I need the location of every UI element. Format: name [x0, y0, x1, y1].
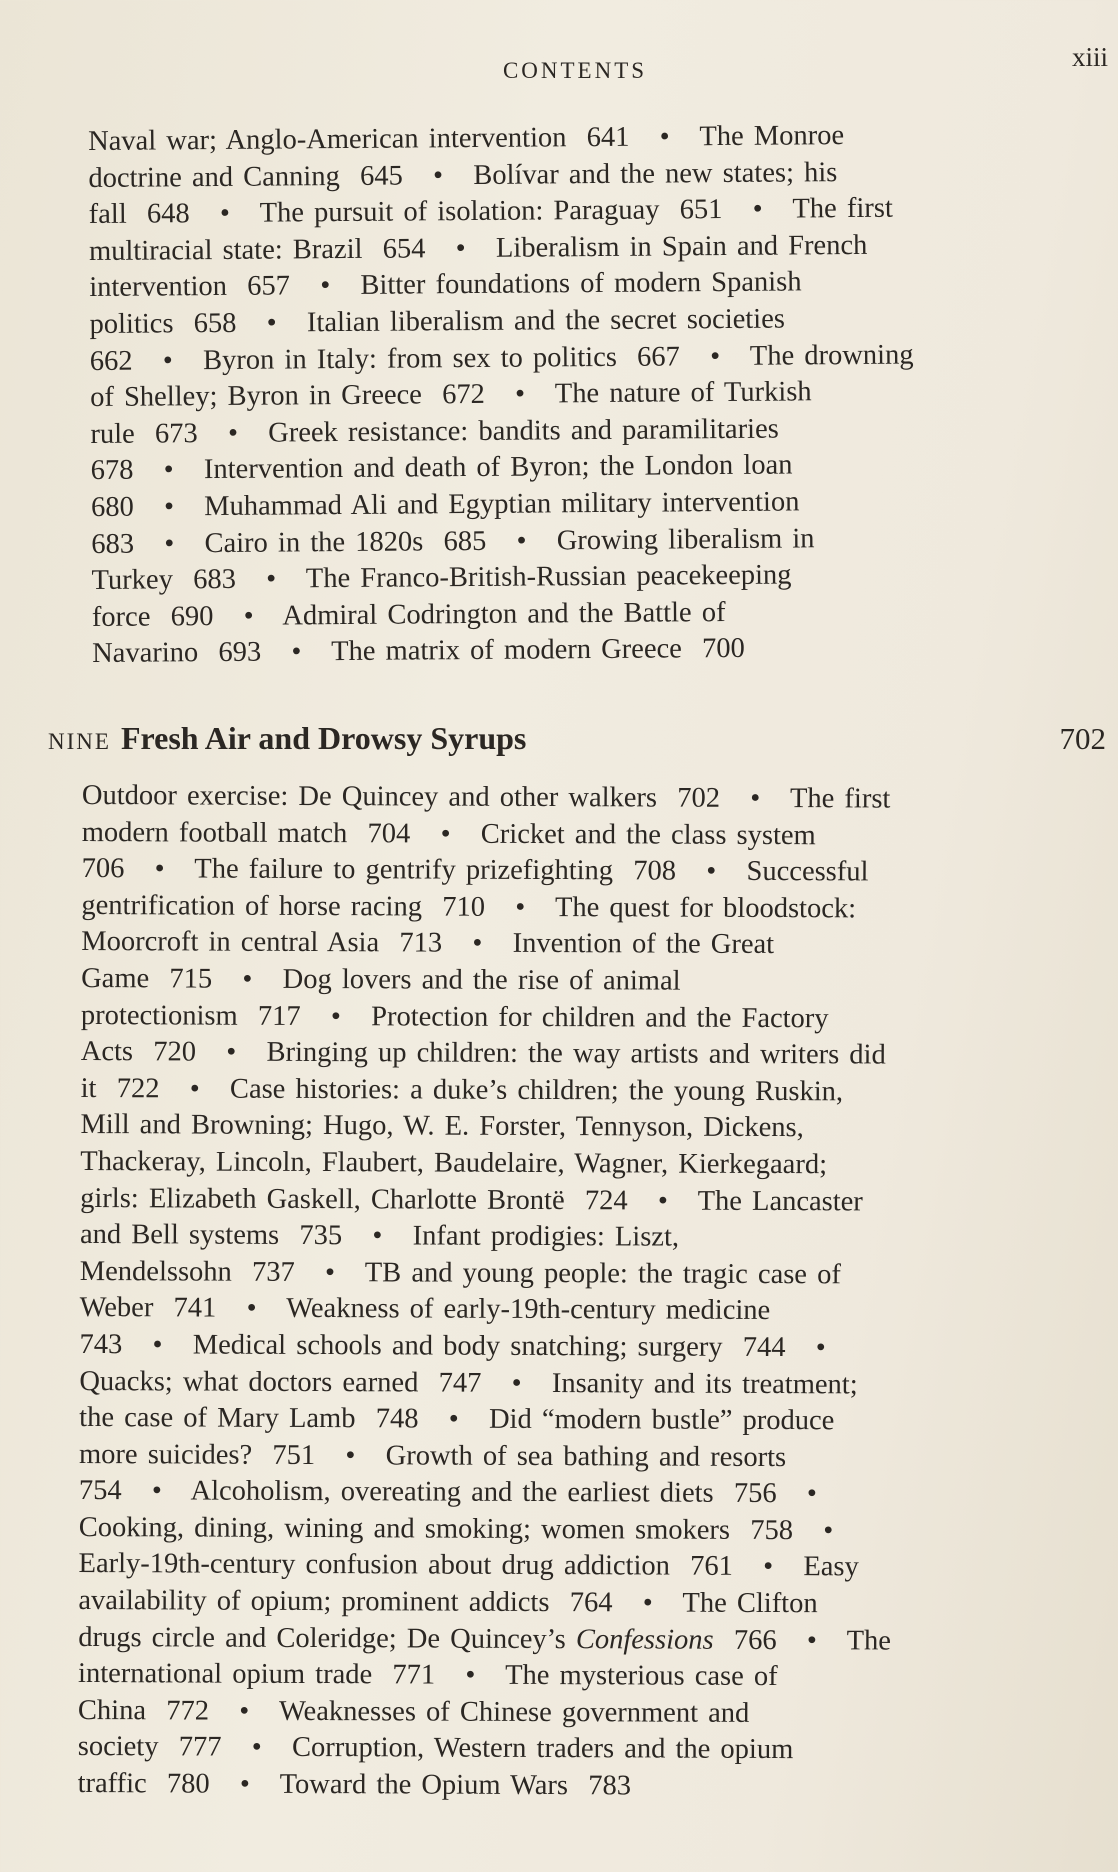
- contents-line: multiracial state: Brazil 654 • Liberalism in Spain and French: [88, 229, 868, 267]
- contents-line: intervention 657 • Bitter foundations of modern Spanish: [89, 266, 802, 304]
- contents-line: rule 673 • Greek resistance: bandits and paramilitaries: [90, 413, 779, 450]
- contents-line: Cooking, dining, wining and smoking; women smokers 758 •: [78, 1511, 834, 1547]
- chapter-title: Fresh Air and Drowsy Syrups: [120, 720, 527, 756]
- contents-line: 754 • Alcoholism, overeating and the earliest diets 756 •: [78, 1475, 817, 1510]
- contents-line: force 690 • Admiral Codrington and the Battle of: [91, 596, 726, 633]
- contents-line: 680 • Muhammad Ali and Egyptian military intervention: [90, 486, 800, 523]
- contents-line: and Bell systems 735 • Infant prodigies: Liszt,: [79, 1219, 680, 1253]
- contents-line: Outdoor exercise: De Quincey and other walkers 702 • The first: [81, 780, 891, 815]
- contents-line: 706 • The failure to gentrify prizefighting 708 • Successful: [81, 853, 869, 888]
- contents-line: doctrine and Canning 645 • Bolívar and the new states; his: [88, 156, 838, 194]
- contents-line: 662 • Byron in Italy: from sex to politics 667 • The drowning: [89, 339, 914, 377]
- previous-chapter-contents: [88, 118, 916, 673]
- contents-line: politics 658 • Italian liberalism and the secret societies: [89, 303, 786, 340]
- contents-line: fall 648 • The pursuit of isolation: Paraguay 651 • The first: [88, 192, 893, 231]
- contents-line: Early-19th-century confusion about drug addiction 761 • Easy: [78, 1548, 859, 1583]
- contents-line: protectionism 717 • Protection for children and the Factory: [80, 999, 829, 1034]
- contents-line: traffic 780 • Toward the Opium Wars 783: [77, 1768, 632, 1802]
- contents-line: Acts 720 • Bringing up children: the way artists and writers did: [80, 1036, 886, 1071]
- contents-line: Thackeray, Lincoln, Flaubert, Baudelaire, Wagner, Kierkegaard;: [80, 1145, 828, 1181]
- contents-line: gentrification of horse racing 710 • The quest for bloodstock:: [81, 889, 857, 925]
- running-head: CONTENTS: [502, 58, 648, 83]
- contents-line: Game 715 • Dog lovers and the rise of animal: [81, 962, 681, 997]
- chapter-heading: [48, 720, 1106, 757]
- contents-line: Weber 741 • Weakness of early-19th-century medicine: [79, 1292, 771, 1327]
- chapter-number: NINE: [48, 729, 111, 754]
- contents-line: availability of opium; prominent addicts 764 • The Clifton: [78, 1585, 818, 1620]
- contents-line: 678 • Intervention and death of Byron; the London loan: [90, 449, 793, 487]
- contents-line: the case of Mary Lamb 748 • Did “modern bustle” produce: [79, 1402, 835, 1437]
- contents-line: Naval war; Anglo-American intervention 641 • The Monroe: [88, 120, 845, 157]
- contents-line: China 772 • Weaknesses of Chinese government and: [77, 1694, 750, 1729]
- contents-line: more suicides? 751 • Growth of sea bathing and resorts: [78, 1438, 787, 1473]
- chapter-page: 702: [1059, 721, 1106, 756]
- contents-line: 743 • Medical schools and body snatching; surgery 744 •: [79, 1328, 826, 1364]
- contents-line: girls: Elizabeth Gaskell, Charlotte Brontë 724 • The Lancaster: [80, 1182, 863, 1217]
- contents-line: society 777 • Corruption, Western traders and the opium: [77, 1731, 794, 1766]
- contents-line: of Shelley; Byron in Greece 672 • The nature of Turkish: [90, 376, 812, 414]
- contents-line: Mendelssohn 737 • TB and young people: the tragic case of: [79, 1255, 841, 1291]
- contents-line: Quacks; what doctors earned 747 • Insanity and its treatment;: [79, 1365, 858, 1400]
- page-number: xiii: [1071, 42, 1108, 72]
- contents-line: drugs circle and Coleridge; De Quincey’s Confessions 766 • The: [78, 1621, 891, 1657]
- contents-line: 683 • Cairo in the 1820s 685 • Growing liberalism in: [91, 522, 815, 560]
- contents-line: international opium trade 771 • The mysterious case of: [78, 1658, 778, 1693]
- contents-line: it 722 • Case histories: a duke’s children; the young Ruskin,: [80, 1072, 844, 1108]
- contents-line: Turkey 683 • The Franco-British-Russian peacekeeping: [91, 559, 792, 597]
- contents-line: Moorcroft in central Asia 713 • Invention of the Great: [81, 926, 775, 961]
- chapter-nine-contents: [78, 778, 895, 1806]
- contents-line: modern football match 704 • Cricket and the class system: [81, 816, 816, 851]
- contents-line: Navarino 693 • The matrix of modern Greece 700: [92, 633, 745, 670]
- contents-line: Mill and Browning; Hugo, W. E. Forster, Tennyson, Dickens,: [80, 1109, 804, 1144]
